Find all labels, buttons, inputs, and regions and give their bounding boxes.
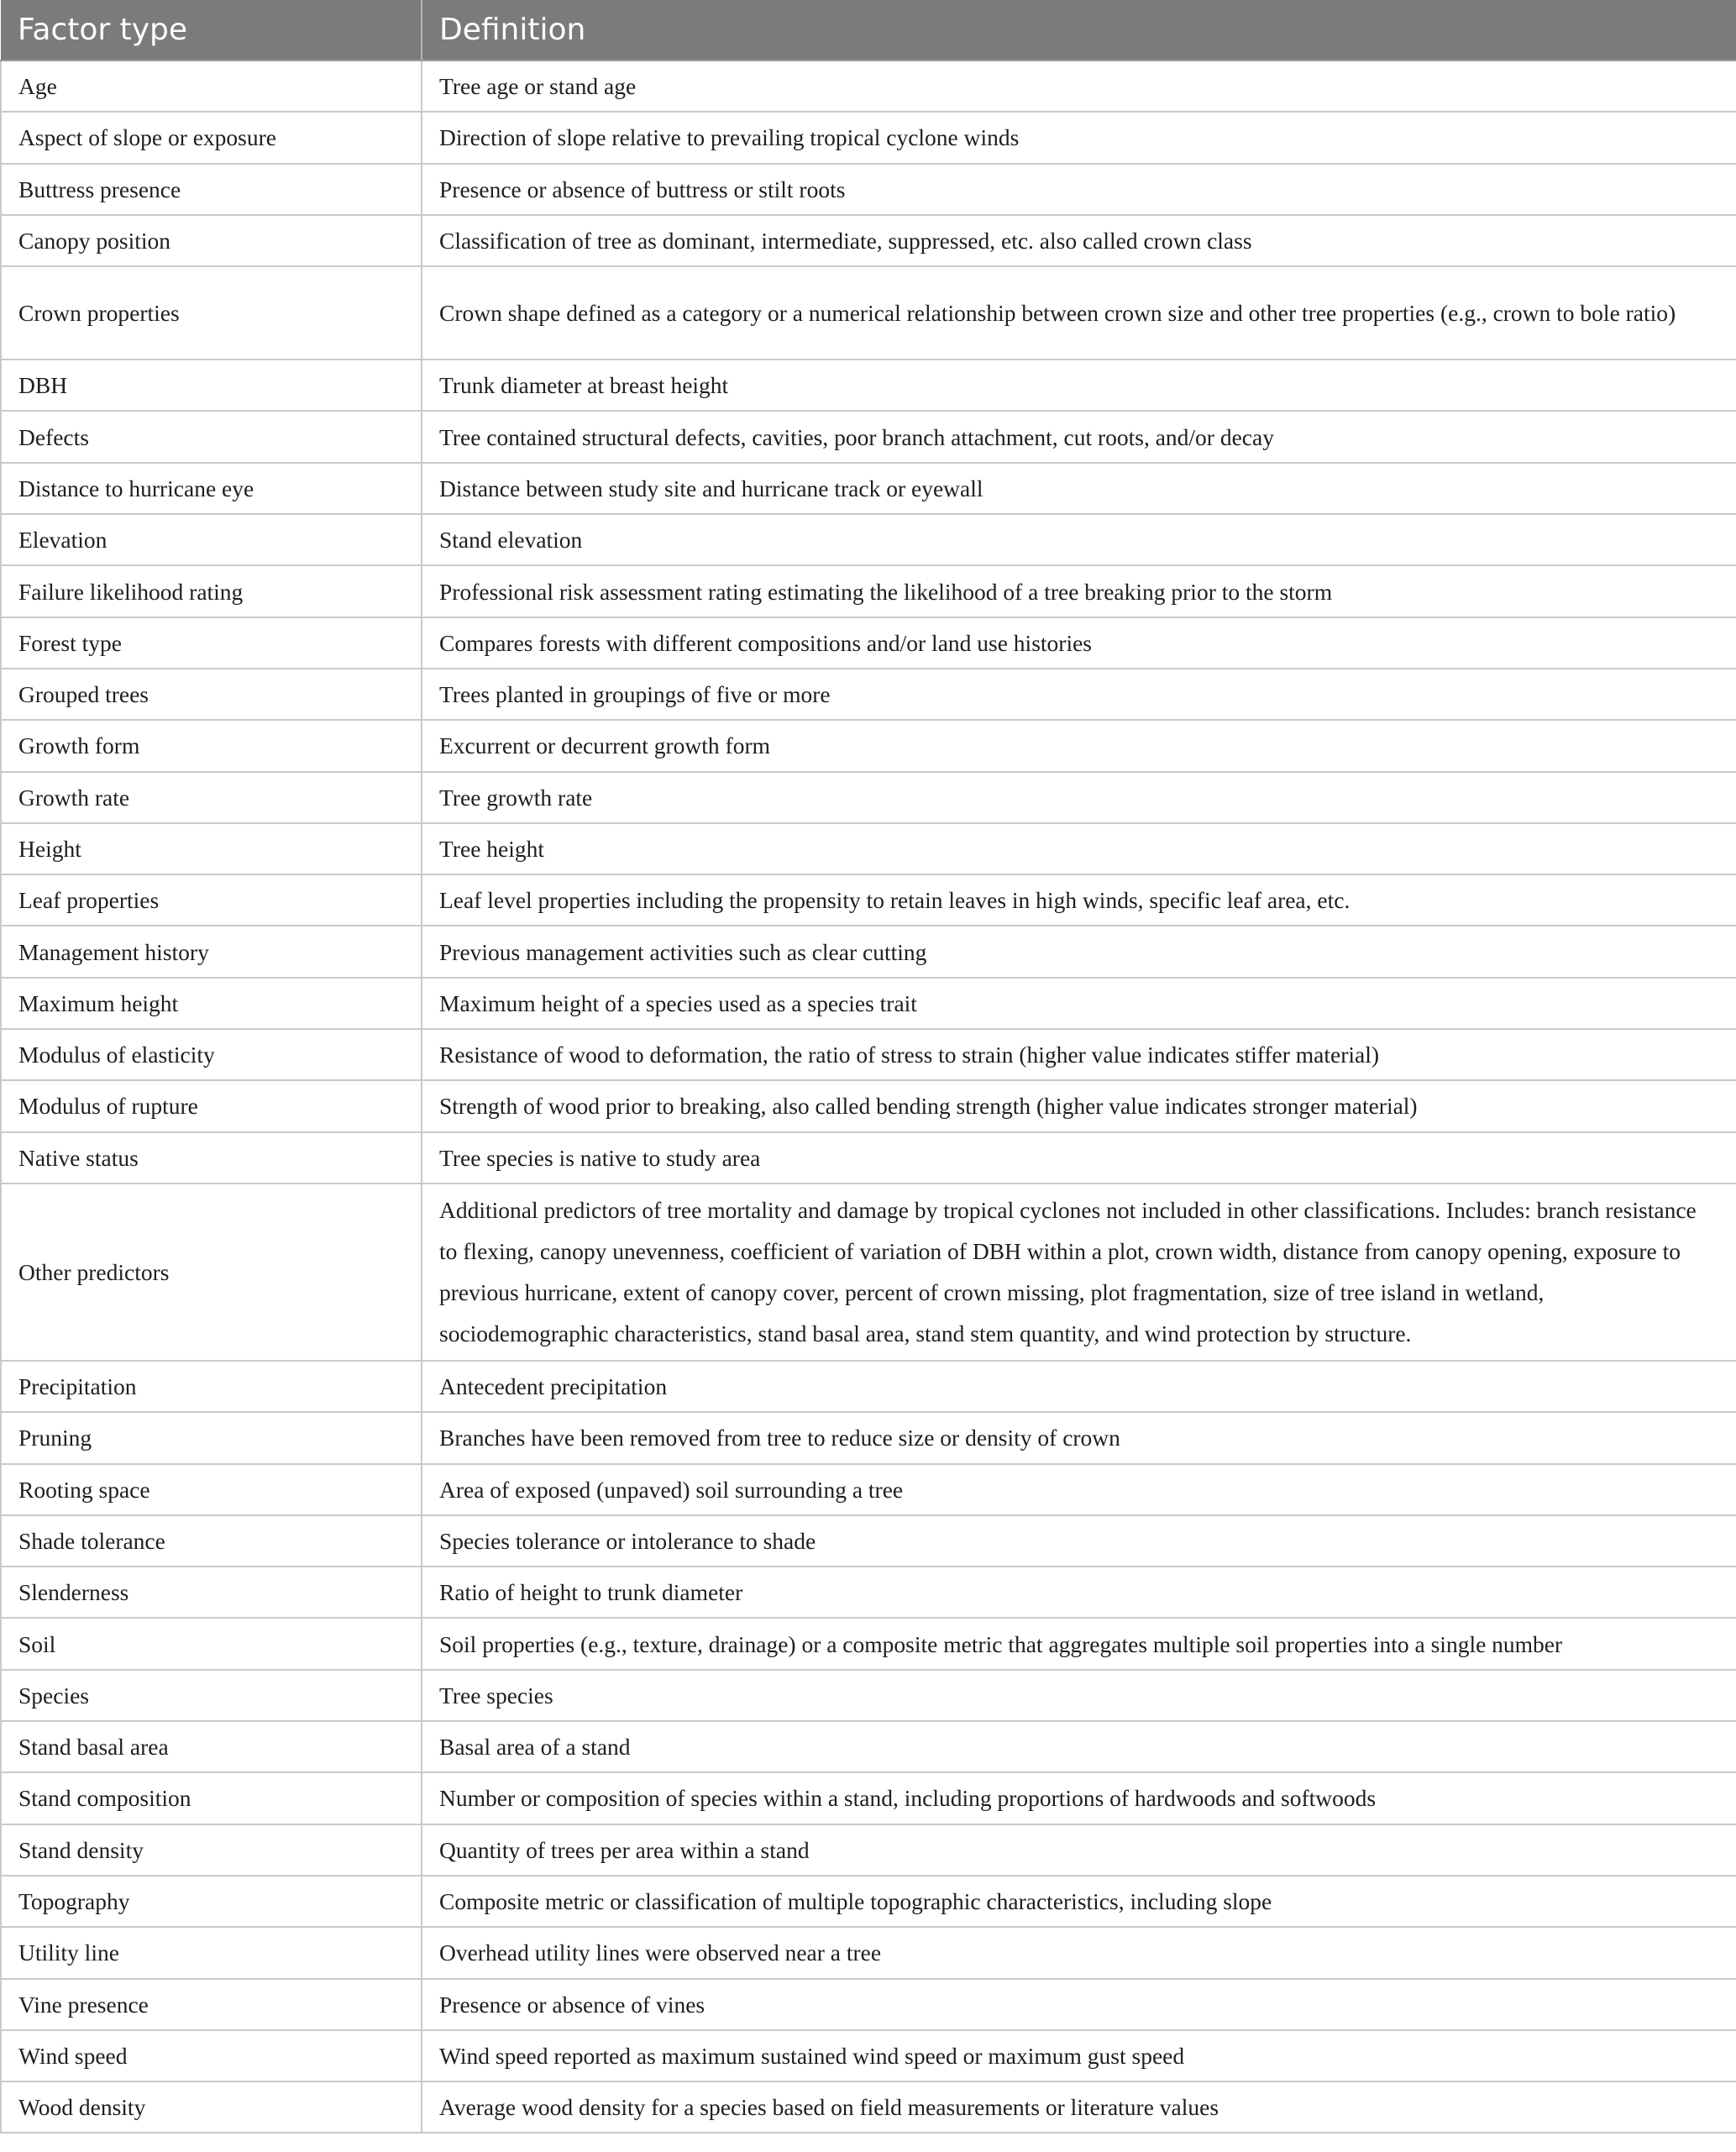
factor-type-cell: Height <box>1 823 422 874</box>
factor-type-cell: DBH <box>1 360 422 411</box>
factor-type-cell: Grouped trees <box>1 669 422 720</box>
definition-cell: Direction of slope relative to prevailing tropical cyclone winds <box>422 112 1736 163</box>
definition-cell: Soil properties (e.g., texture, drainage) or a composite metric that aggregates multiple soil properties into a single number <box>422 1618 1736 1669</box>
factor-type-cell: Wind speed <box>1 2030 422 2081</box>
definition-cell: Number or composition of species within a stand, including proportions of hardwoods and softwoods <box>422 1772 1736 1824</box>
definition-cell: Compares forests with different compositions and/or land use histories <box>422 617 1736 669</box>
table-row <box>1 266 1736 360</box>
table-header <box>1 0 1736 60</box>
factor-type-cell: Shade tolerance <box>1 1515 422 1567</box>
header-factor-type: Factor type <box>1 0 422 60</box>
definition-cell: Distance between study site and hurricane track or eyewall <box>422 463 1736 514</box>
table-row <box>1 2081 1736 2133</box>
definition-cell: Ratio of height to trunk diameter <box>422 1567 1736 1618</box>
definition-cell: Species tolerance or intolerance to shade <box>422 1515 1736 1567</box>
definition-cell: Basal area of a stand <box>422 1721 1736 1772</box>
definition-cell: Tree species is native to study area <box>422 1132 1736 1184</box>
factor-type-cell: Other predictors <box>1 1184 422 1361</box>
table-row <box>1 1876 1736 1927</box>
factor-type-cell: Rooting space <box>1 1464 422 1515</box>
table-row <box>1 215 1736 266</box>
definition-cell: Maximum height of a species used as a species trait <box>422 978 1736 1029</box>
definition-cell: Trees planted in groupings of five or more <box>422 669 1736 720</box>
definition-cell: Tree growth rate <box>422 772 1736 823</box>
table-row <box>1 463 1736 514</box>
table-row <box>1 60 1736 112</box>
factor-type-cell: Forest type <box>1 617 422 669</box>
factor-type-cell: Canopy position <box>1 215 422 266</box>
factor-type-cell: Stand composition <box>1 1772 422 1824</box>
table-row <box>1 926 1736 977</box>
definition-cell: Classification of tree as dominant, intermediate, suppressed, etc. also called crown class <box>422 215 1736 266</box>
factor-type-cell: Aspect of slope or exposure <box>1 112 422 163</box>
factor-type-cell: Soil <box>1 1618 422 1669</box>
factor-type-cell: Maximum height <box>1 978 422 1029</box>
factor-type-cell: Wood density <box>1 2081 422 2133</box>
factor-type-cell: Age <box>1 60 422 112</box>
factor-type-cell: Crown properties <box>1 266 422 360</box>
definition-cell: Wind speed reported as maximum sustained wind speed or maximum gust speed <box>422 2030 1736 2081</box>
factor-type-cell: Elevation <box>1 514 422 565</box>
definition-cell: Trunk diameter at breast height <box>422 360 1736 411</box>
definition-cell: Tree height <box>422 823 1736 874</box>
table-row <box>1 1618 1736 1669</box>
factor-type-cell: Stand density <box>1 1824 422 1876</box>
table-row <box>1 1515 1736 1567</box>
factor-type-cell: Stand basal area <box>1 1721 422 1772</box>
table-row <box>1 1080 1736 1131</box>
factor-type-cell: Vine presence <box>1 1979 422 2030</box>
definition-cell: Quantity of trees per area within a stand <box>422 1824 1736 1876</box>
table-row <box>1 1184 1736 1361</box>
table-row <box>1 360 1736 411</box>
factor-type-cell: Precipitation <box>1 1361 422 1412</box>
table-row <box>1 772 1736 823</box>
table-body <box>1 60 1736 2133</box>
definition-cell: Tree age or stand age <box>422 60 1736 112</box>
table-row <box>1 1721 1736 1772</box>
definition-cell: Previous management activities such as clear cutting <box>422 926 1736 977</box>
table-row <box>1 1464 1736 1515</box>
definition-cell: Antecedent precipitation <box>422 1361 1736 1412</box>
table-row <box>1 720 1736 771</box>
factor-type-cell: Modulus of rupture <box>1 1080 422 1131</box>
definition-cell: Average wood density for a species based on field measurements or literature values <box>422 2081 1736 2133</box>
definition-cell: Additional predictors of tree mortality and damage by tropical cyclones not included in other classifications. Includes: branch resistance to flexing, canopy unevenness, coefficient of variation of DBH within a plot, crown width, distance from canopy opening, exposure to previous hurricane, extent of canopy cover, percent of crown missing, plot fragmentation, size of tree island in wetland, sociodemographic characteristics, stand basal area, stand stem quantity, and wind protection by structure. <box>422 1184 1736 1361</box>
table-row <box>1 1927 1736 1978</box>
definition-cell: Stand elevation <box>422 514 1736 565</box>
definition-cell: Strength of wood prior to breaking, also called bending strength (higher value indicates stronger material) <box>422 1080 1736 1131</box>
table-row <box>1 1824 1736 1876</box>
definition-cell: Excurrent or decurrent growth form <box>422 720 1736 771</box>
table-row <box>1 2030 1736 2081</box>
table-row <box>1 1132 1736 1184</box>
table-row <box>1 164 1736 215</box>
factor-type-cell: Utility line <box>1 1927 422 1978</box>
definition-cell: Area of exposed (unpaved) soil surrounding a tree <box>422 1464 1736 1515</box>
table-row <box>1 565 1736 617</box>
table-row <box>1 1361 1736 1412</box>
table-row <box>1 1029 1736 1080</box>
table-row <box>1 1979 1736 2030</box>
factor-type-cell: Topography <box>1 1876 422 1927</box>
factor-type-cell: Defects <box>1 411 422 462</box>
definition-cell: Presence or absence of buttress or stilt roots <box>422 164 1736 215</box>
definition-cell: Leaf level properties including the propensity to retain leaves in high winds, specific leaf area, etc. <box>422 874 1736 926</box>
factor-type-cell: Pruning <box>1 1412 422 1463</box>
factor-type-cell: Native status <box>1 1132 422 1184</box>
header-row <box>1 0 1736 60</box>
table-row <box>1 617 1736 669</box>
factor-type-cell: Failure likelihood rating <box>1 565 422 617</box>
factor-type-cell: Growth rate <box>1 772 422 823</box>
definition-cell: Tree species <box>422 1670 1736 1721</box>
table-row <box>1 978 1736 1029</box>
table-row <box>1 823 1736 874</box>
definition-cell: Crown shape defined as a category or a numerical relationship between crown size and other tree properties (e.g., crown to bole ratio) <box>422 266 1736 360</box>
table-row <box>1 1412 1736 1463</box>
definition-cell: Composite metric or classification of multiple topographic characteristics, including slope <box>422 1876 1736 1927</box>
table-row <box>1 669 1736 720</box>
factor-type-cell: Distance to hurricane eye <box>1 463 422 514</box>
definition-cell: Presence or absence of vines <box>422 1979 1736 2030</box>
table-row <box>1 411 1736 462</box>
table-row <box>1 874 1736 926</box>
factor-type-cell: Management history <box>1 926 422 977</box>
table-row <box>1 112 1736 163</box>
definition-cell: Resistance of wood to deformation, the ratio of stress to strain (higher value indicates stiffer material) <box>422 1029 1736 1080</box>
factor-type-cell: Buttress presence <box>1 164 422 215</box>
table-row <box>1 1567 1736 1618</box>
factor-type-cell: Slenderness <box>1 1567 422 1618</box>
definition-cell: Tree contained structural defects, cavities, poor branch attachment, cut roots, and/or decay <box>422 411 1736 462</box>
definition-cell: Overhead utility lines were observed near a tree <box>422 1927 1736 1978</box>
factor-type-cell: Species <box>1 1670 422 1721</box>
definition-cell: Professional risk assessment rating estimating the likelihood of a tree breaking prior to the storm <box>422 565 1736 617</box>
factor-type-cell: Modulus of elasticity <box>1 1029 422 1080</box>
factor-type-cell: Leaf properties <box>1 874 422 926</box>
table-row <box>1 1772 1736 1824</box>
definition-cell: Branches have been removed from tree to reduce size or density of crown <box>422 1412 1736 1463</box>
table-row <box>1 514 1736 565</box>
factor-type-cell: Growth form <box>1 720 422 771</box>
header-definition: Definition <box>422 0 1736 60</box>
table-row <box>1 1670 1736 1721</box>
